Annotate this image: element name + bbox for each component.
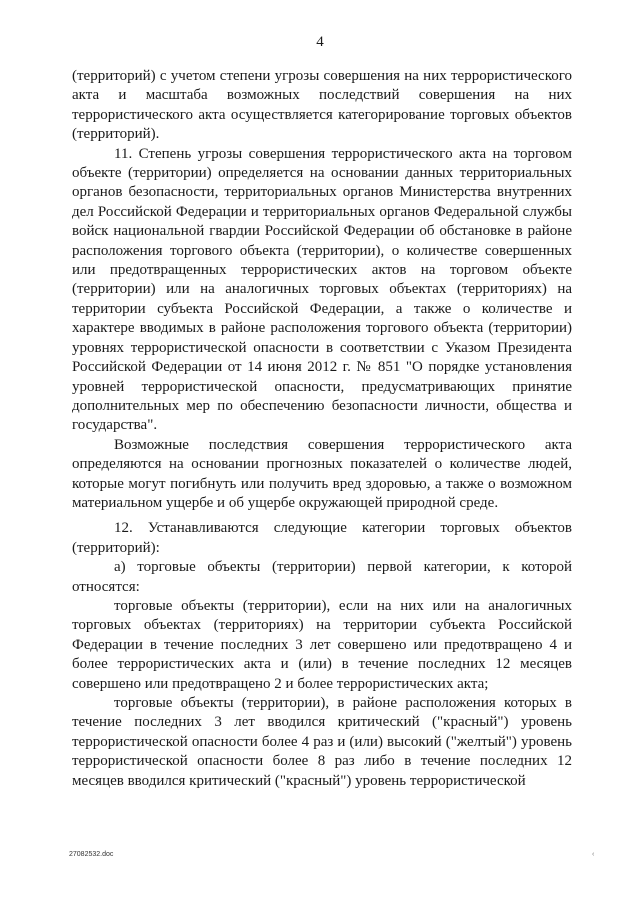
paragraph-consequences: Возможные последствия совершения террористического акта определяются на основании прогнозных показателей о количестве людей, которые могут погибнуть или получить вред здоровью, а также о возможном материальном ущербе и об ущербе окружающей природной среде. [72, 436, 572, 511]
paragraph-criterion-acts: торговые объекты (территории), если на них или на аналогичных торговых объектах (территориях) на территории субъекта Российской Федерации в течение последних 3 лет совершено или предотвращено 4 и более террористических акта и (или) в течение последних 12 месяцев совершено или предотвращено 2 и более террористических акта; [72, 597, 572, 692]
document-code: 27082532.doc [69, 851, 114, 858]
document-body [72, 67, 572, 791]
paragraph-continuation: (территорий) с учетом степени угрозы совершения на них террористического акта и масштаба возможных последствий совершения на них террористического акта осуществляется категорирование торговых объектов (территорий). [72, 68, 572, 143]
paragraph-item-11: 11. Степень угрозы совершения террористического акта на торговом объекте (территории) определяется на основании данных территориальных органов безопасности, территориальных органов Министерства внутренних дел Российской Федерации и территориальных органов Федеральной службы войск национальной гвардии Российской Федерации об обстановке в районе расположения торгового объекта (территории), о количестве совершенных или предотвращенных террористических актов на торговом объекте (территории) или на аналогичных торговых объектах (территориях) на территории субъекта Российской Федерации, а также о количестве и характере вводимых в районе расположения торгового объекта (территории) уровнях террористической опасности в соответствии с Указом Президента Российской Федерации от 14 июня 2012 г. № 851 "О порядке установления уровней террористической опасности, предусматривающих принятие дополнительных мер по обеспечению безопасности личности, общества и государства". [72, 145, 572, 434]
page-number: 4 [316, 34, 324, 50]
paragraph-subitem-a: а) торговые объекты (территории) первой категории, к которой относятся: [72, 559, 572, 595]
scan-mark: ‹ [592, 851, 595, 858]
paragraph-criterion-threat-levels: торговые объекты (территории), в районе расположения которых в течение последних 3 лет вводился критический ("красный") уровень террористической опасности более 4 раз и (или) высокий ("желтый") уровень террористической опасности более 8 раз либо в течение последних 12 месяцев вводился критический ("красный") уровень террористической [72, 695, 572, 789]
paragraph-item-12: 12. Устанавливаются следующие категории торговых объектов (территорий): [72, 520, 572, 556]
